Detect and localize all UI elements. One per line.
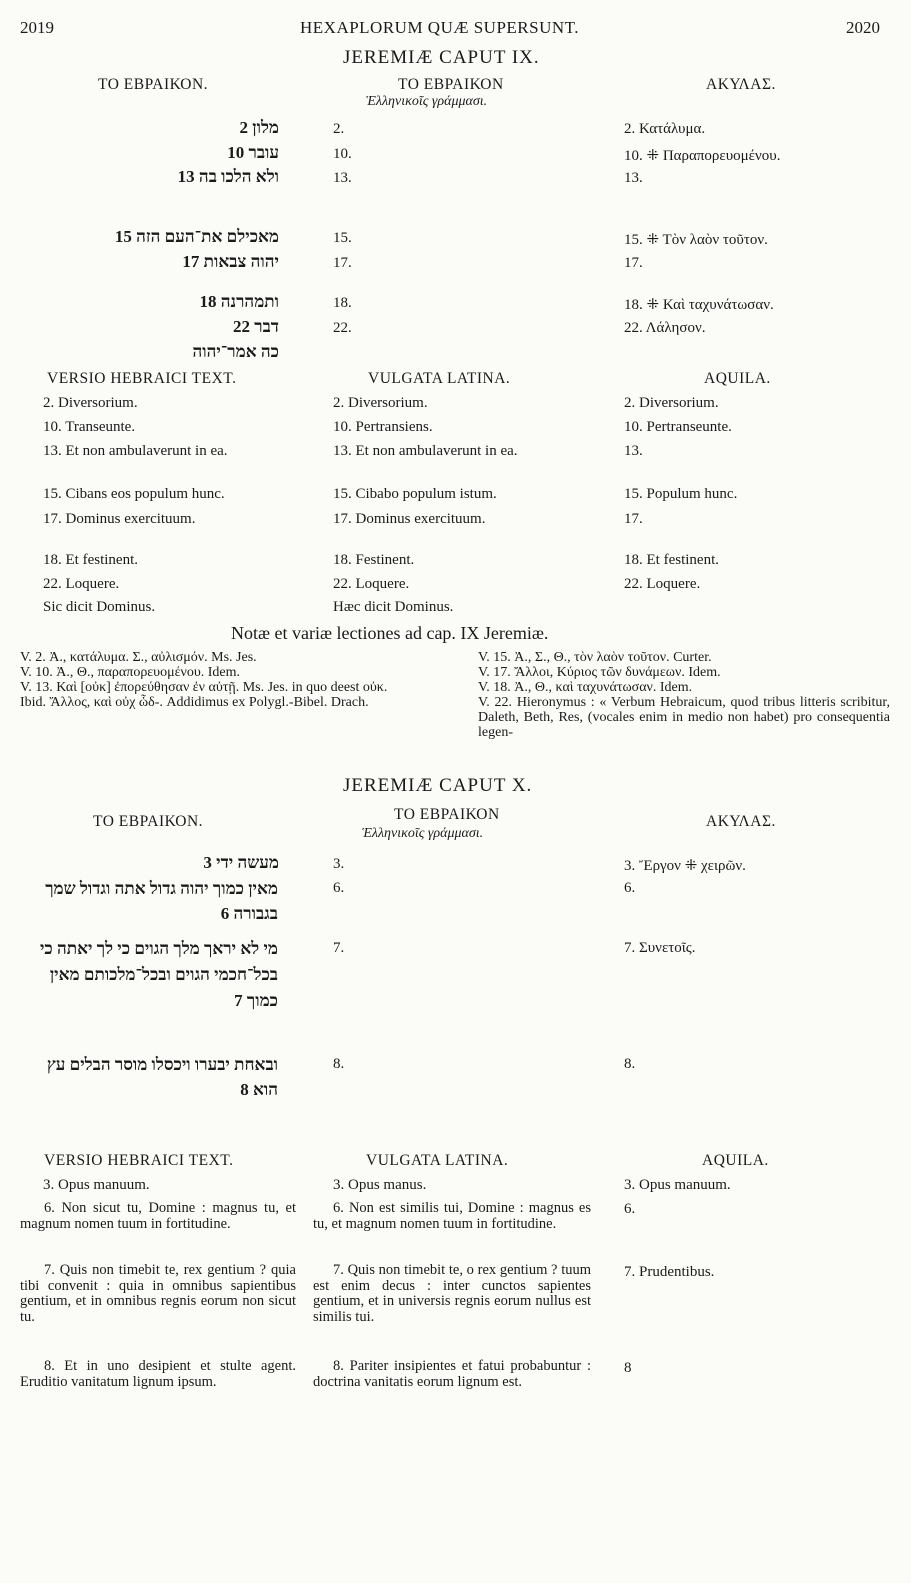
- notes-right-column: [478, 650, 890, 740]
- latin-aquila-line: 8: [624, 1360, 632, 1376]
- latin-aquila-line: 15. Populum hunc.: [624, 486, 738, 502]
- hebrew-line: מלון 2: [239, 118, 279, 137]
- hebrew-block: ובאחת יבערו ויכסלו מוסר הבלים עץ הוא 8: [46, 1055, 278, 1099]
- latin-hebrew-line: 2. Diversorium.: [43, 395, 138, 411]
- note-entry: V. 2. Ἀ., κατάλυμα. Σ., αὐλισμόν. Ms. Jes.: [20, 650, 257, 665]
- latin-hebrew-line: 17. Dominus exercituum.: [43, 511, 196, 527]
- latin-aquila-line: 10. Pertranseunte.: [624, 419, 732, 435]
- aquila-line: 10. ⁜ Παραπορευομένου.: [624, 148, 781, 164]
- note-entry: Ibid. Ἄλλος, καὶ οὐχ ὧδ-. Addidimus ex Polygl.-Bibel. Drach.: [20, 695, 369, 710]
- note-entry: V. 15. Ἀ., Σ., Θ., τὸν λαὸν τοῦτον. Curter.: [478, 650, 712, 665]
- latin-vulgate-line: 15. Cibabo populum istum.: [333, 486, 497, 502]
- latin-vulgate-line: 13. Et non ambulaverunt in ea.: [333, 443, 518, 459]
- latin-vulgate-line: 3. Opus manus.: [333, 1177, 427, 1193]
- latin-hebrew-line: 18. Et festinent.: [43, 552, 138, 568]
- aquila-line: 7. Συνετοῖς.: [624, 940, 696, 956]
- latin-head-aquila: AQUILA.: [702, 1152, 769, 1169]
- hebrew-block: מאין כמוך יהוה גדול אתה וגדול שמך בגבורה 6: [45, 879, 278, 923]
- translit-line: 10.: [333, 146, 352, 162]
- note-entry: V. 13. Καὶ [οὐκ] ἐπορεύθησαν ἐν αὐτῇ. Ms. Jes. in quo deest οὐκ.: [20, 680, 388, 695]
- col-head-translit: ΤΟ ΕΒΡΑΙΚΟΝ: [394, 806, 500, 823]
- aquila-line: 17.: [624, 255, 643, 271]
- translit-line: 7.: [333, 940, 345, 956]
- latin-head-hebrew: VERSIO HEBRAICI TEXT.: [44, 1152, 234, 1169]
- latin-vulgate-line: 18. Festinent.: [333, 552, 415, 568]
- col-head-translit-sub: Ἑλληνικοῖς γράμμασι.: [362, 826, 484, 841]
- aquila-line: 22. Λάλησον.: [624, 320, 706, 336]
- aquila-line: 13.: [624, 170, 643, 186]
- aquila-line: 6.: [624, 880, 636, 896]
- latin-aquila-line: 13.: [624, 443, 643, 459]
- hebrew-line: ותמהרנה 18: [199, 292, 279, 311]
- hebrew-line: דבר 22: [233, 317, 279, 336]
- latin-aquila-line: 7. Prudentibus.: [624, 1264, 715, 1280]
- latin-head-aquila: AQUILA.: [704, 370, 771, 387]
- page-number-left: 2019: [20, 18, 54, 37]
- latin-aquila-line: 6.: [624, 1201, 636, 1217]
- latin-vulgate-line: Hæc dicit Dominus.: [333, 599, 454, 615]
- notes-title: Notæ et variæ lectiones ad cap. IX Jeremiæ.: [231, 623, 549, 643]
- latin-hebrew-line: 3. Opus manuum.: [43, 1177, 150, 1193]
- latin-aquila-line: 18. Et festinent.: [624, 552, 719, 568]
- translit-line: 8.: [333, 1056, 345, 1072]
- latin-aquila-line: 17.: [624, 511, 643, 527]
- chapter-9-title: JEREMIÆ CAPUT IX.: [343, 47, 540, 68]
- hebrew-line: מעשה ידי 3: [203, 853, 279, 872]
- col-head-aquila: ΑΚΥΛΑΣ.: [706, 813, 776, 830]
- hebrew-line: עובר 10: [227, 143, 279, 162]
- latin-hebrew-line: 13. Et non ambulaverunt in ea.: [43, 443, 228, 459]
- translit-line: 18.: [333, 295, 352, 311]
- hebrew-line: כה אמר־יהוה: [192, 342, 279, 361]
- latin-vulgate-line: 10. Pertransiens.: [333, 419, 433, 435]
- latin-vulgate-line: 22. Loquere.: [333, 576, 410, 592]
- hebrew-line: ולא הלכו בה 13: [177, 167, 279, 186]
- note-entry: V. 18. Ἀ., Θ., καὶ ταχυνάτωσαν. Idem.: [478, 680, 693, 695]
- latin-aquila-line: 22. Loquere.: [624, 576, 701, 592]
- latin-hebrew-para: 6. Non sicut tu, Domine : magnus tu, et magnum nomen tuum in fortitudine.: [20, 1200, 296, 1232]
- latin-aquila-line: 2. Diversorium.: [624, 395, 719, 411]
- col-head-translit-sub: Ἑλληνικοῖς γράμμασι.: [366, 94, 488, 109]
- col-head-translit: ΤΟ ΕΒΡΑΙΚΟΝ: [398, 76, 504, 93]
- latin-head-vulgate: VULGATA LATINA.: [368, 370, 511, 387]
- latin-aquila-line: 3. Opus manuum.: [624, 1177, 731, 1193]
- translit-line: 17.: [333, 255, 352, 271]
- latin-hebrew-line: 15. Cibans eos populum hunc.: [43, 486, 225, 502]
- aquila-line: 3. Ἔργον ⁜ χειρῶν.: [624, 858, 746, 874]
- note-entry: V. 17. Ἄλλοι, Κύριος τῶν δυνάμεων. Idem.: [478, 665, 721, 680]
- translit-line: 22.: [333, 320, 352, 336]
- translit-line: 3.: [333, 856, 345, 872]
- latin-hebrew-para: 8. Et in uno desipient et stulte agent. Eruditio vanitatum lignum ipsum.: [20, 1358, 296, 1390]
- translit-line: 6.: [333, 880, 345, 896]
- latin-hebrew-para: 7. Quis non timebit te, rex gentium ? quia tibi convenit : quia in omnibus sapientibus gentium, et in omnibus regnis eorum non sicut tu.: [20, 1262, 296, 1325]
- hebrew-block: מי לא יראך מלך הגוים כי לך יאתה כי בכל־חכמי הגוים ובכל־מלכותם מאין כמוך 7: [39, 939, 278, 1010]
- latin-head-vulgate: VULGATA LATINA.: [366, 1152, 509, 1169]
- running-title: HEXAPLORUM QUÆ SUPERSUNT.: [300, 18, 580, 37]
- aquila-line: 8.: [624, 1056, 636, 1072]
- latin-hebrew-line: Sic dicit Dominus.: [43, 599, 156, 615]
- latin-vulgate-para: 7. Quis non timebit te, o rex gentium ? tuum est enim decus : inter cunctos sapientes gentium, et in universis regnis eorum nullus est similis tui.: [313, 1262, 591, 1325]
- notes-left-column: [20, 650, 450, 710]
- aquila-line: 2. Κατάλυμα.: [624, 121, 706, 137]
- latin-vulgate-para: 8. Pariter insipientes et fatui probabuntur : doctrina vanitatis eorum lignum est.: [313, 1358, 591, 1390]
- page-number-right: 2020: [846, 18, 880, 37]
- aquila-line: 15. ⁜ Τὸν λαὸν τοῦτον.: [624, 232, 768, 248]
- latin-hebrew-line: 22. Loquere.: [43, 576, 120, 592]
- note-entry: V. 10. Ἀ., Θ., παραπορευομένου. Idem.: [20, 665, 241, 680]
- hebrew-line: מאכילם את־העם הזה 15: [114, 227, 279, 246]
- translit-line: 15.: [333, 230, 352, 246]
- note-entry: V. 22. Hieronymus : « Verbum Hebraicum, quod tribus litteris scribitur, Daleth, Beth, Res, (vocales enim in medio non habet) pro consequentia legen-: [478, 695, 890, 740]
- aquila-line: 18. ⁜ Καὶ ταχυνάτωσαν.: [624, 297, 774, 313]
- latin-vulgate-line: 17. Dominus exercituum.: [333, 511, 486, 527]
- chapter-10-title: JEREMIÆ CAPUT X.: [343, 775, 533, 796]
- col-head-aquila: ΑΚΥΛΑΣ.: [706, 76, 776, 93]
- col-head-hebrew: ΤΟ ΕΒΡΑΙΚΟΝ.: [93, 813, 204, 830]
- translit-line: 13.: [333, 170, 352, 186]
- translit-line: 2.: [333, 121, 345, 137]
- latin-head-hebrew: VERSIO HEBRAICI TEXT.: [47, 370, 237, 387]
- hebrew-line: יהוה צבאות 17: [182, 252, 279, 271]
- latin-hebrew-line: 10. Transeunte.: [43, 419, 136, 435]
- col-head-hebrew: ΤΟ ΕΒΡΑΙΚΟΝ.: [98, 76, 209, 93]
- latin-vulgate-para: 6. Non est similis tui, Domine : magnus es tu, et magnum nomen tuum in fortitudine.: [313, 1200, 591, 1232]
- latin-vulgate-line: 2. Diversorium.: [333, 395, 428, 411]
